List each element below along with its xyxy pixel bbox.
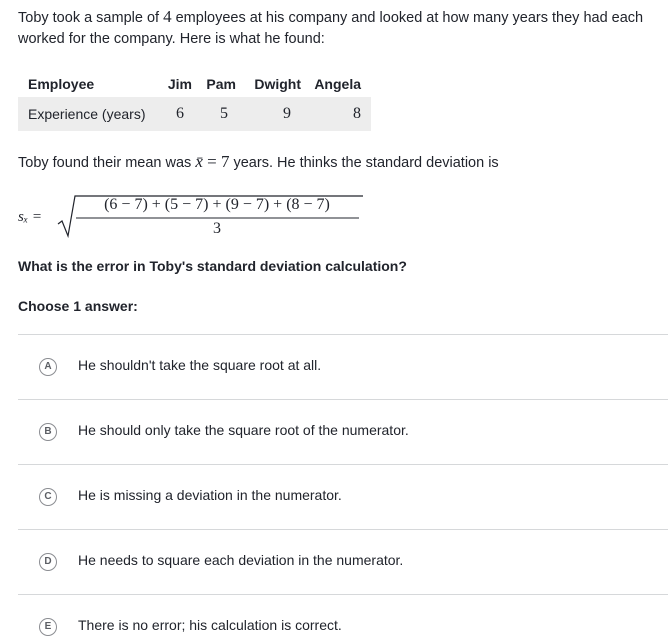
intro-text-before: Toby took a sample of bbox=[18, 10, 164, 26]
sample-size: 4 bbox=[163, 7, 172, 26]
header-pam: Pam bbox=[206, 75, 236, 92]
choice-b[interactable] bbox=[18, 399, 668, 464]
choice-d[interactable] bbox=[18, 529, 668, 594]
formula-denominator: 3 bbox=[213, 220, 221, 237]
value-angela: 8 bbox=[307, 97, 371, 131]
mean-expression bbox=[195, 152, 229, 171]
intro-text-after: employees at his company and looked at how many years they had each worked for the company. Here is what he found: bbox=[18, 10, 644, 47]
experience-table bbox=[18, 70, 371, 131]
header-jim: Jim bbox=[167, 75, 192, 92]
choice-b-text: He should only take the square root of the numerator. bbox=[78, 422, 409, 438]
choice-d-letter: D bbox=[39, 553, 57, 571]
header-dwight: Dwight bbox=[254, 75, 301, 92]
choice-a-letter: A bbox=[39, 358, 57, 376]
header-employee: Employee bbox=[28, 75, 95, 92]
formula-lhs: sₓ = bbox=[18, 209, 42, 225]
choice-c-text: He is missing a deviation in the numerator. bbox=[78, 487, 342, 503]
question-intro bbox=[18, 6, 666, 50]
value-jim: 6 bbox=[159, 97, 192, 131]
choice-c[interactable] bbox=[18, 464, 668, 529]
table-header-row bbox=[18, 70, 371, 97]
question-text: What is the error in Toby's standard deviation calculation? bbox=[18, 258, 407, 274]
formula-numerator: (6 − 7) + (5 − 7) + (9 − 7) + (8 − 7) bbox=[104, 196, 330, 213]
mean-text-before: Toby found their mean was bbox=[18, 155, 196, 171]
std-dev-formula bbox=[18, 192, 358, 242]
row-label: Experience (years) bbox=[18, 97, 159, 131]
choice-a[interactable] bbox=[18, 334, 668, 399]
choice-a-text: He shouldn't take the square root at all. bbox=[78, 357, 322, 373]
choice-b-letter: B bbox=[39, 423, 57, 441]
choice-c-letter: C bbox=[39, 488, 57, 506]
choose-label: Choose 1 answer: bbox=[18, 298, 138, 314]
choice-e-text: There is no error; his calculation is correct. bbox=[78, 617, 342, 633]
choice-e[interactable] bbox=[18, 594, 668, 633]
choice-e-letter: E bbox=[39, 618, 57, 636]
mean-sentence bbox=[18, 151, 499, 174]
mean-text-after: years. He thinks the standard deviation is bbox=[229, 155, 499, 171]
header-angela: Angela bbox=[314, 75, 361, 92]
choice-d-text: He needs to square each deviation in the numerator. bbox=[78, 552, 404, 568]
mean-value: = 7 bbox=[202, 152, 230, 171]
value-dwight: 9 bbox=[240, 97, 307, 131]
value-pam: 5 bbox=[192, 97, 240, 131]
table-row bbox=[18, 97, 371, 131]
mean-variable: x̄ bbox=[195, 152, 203, 171]
